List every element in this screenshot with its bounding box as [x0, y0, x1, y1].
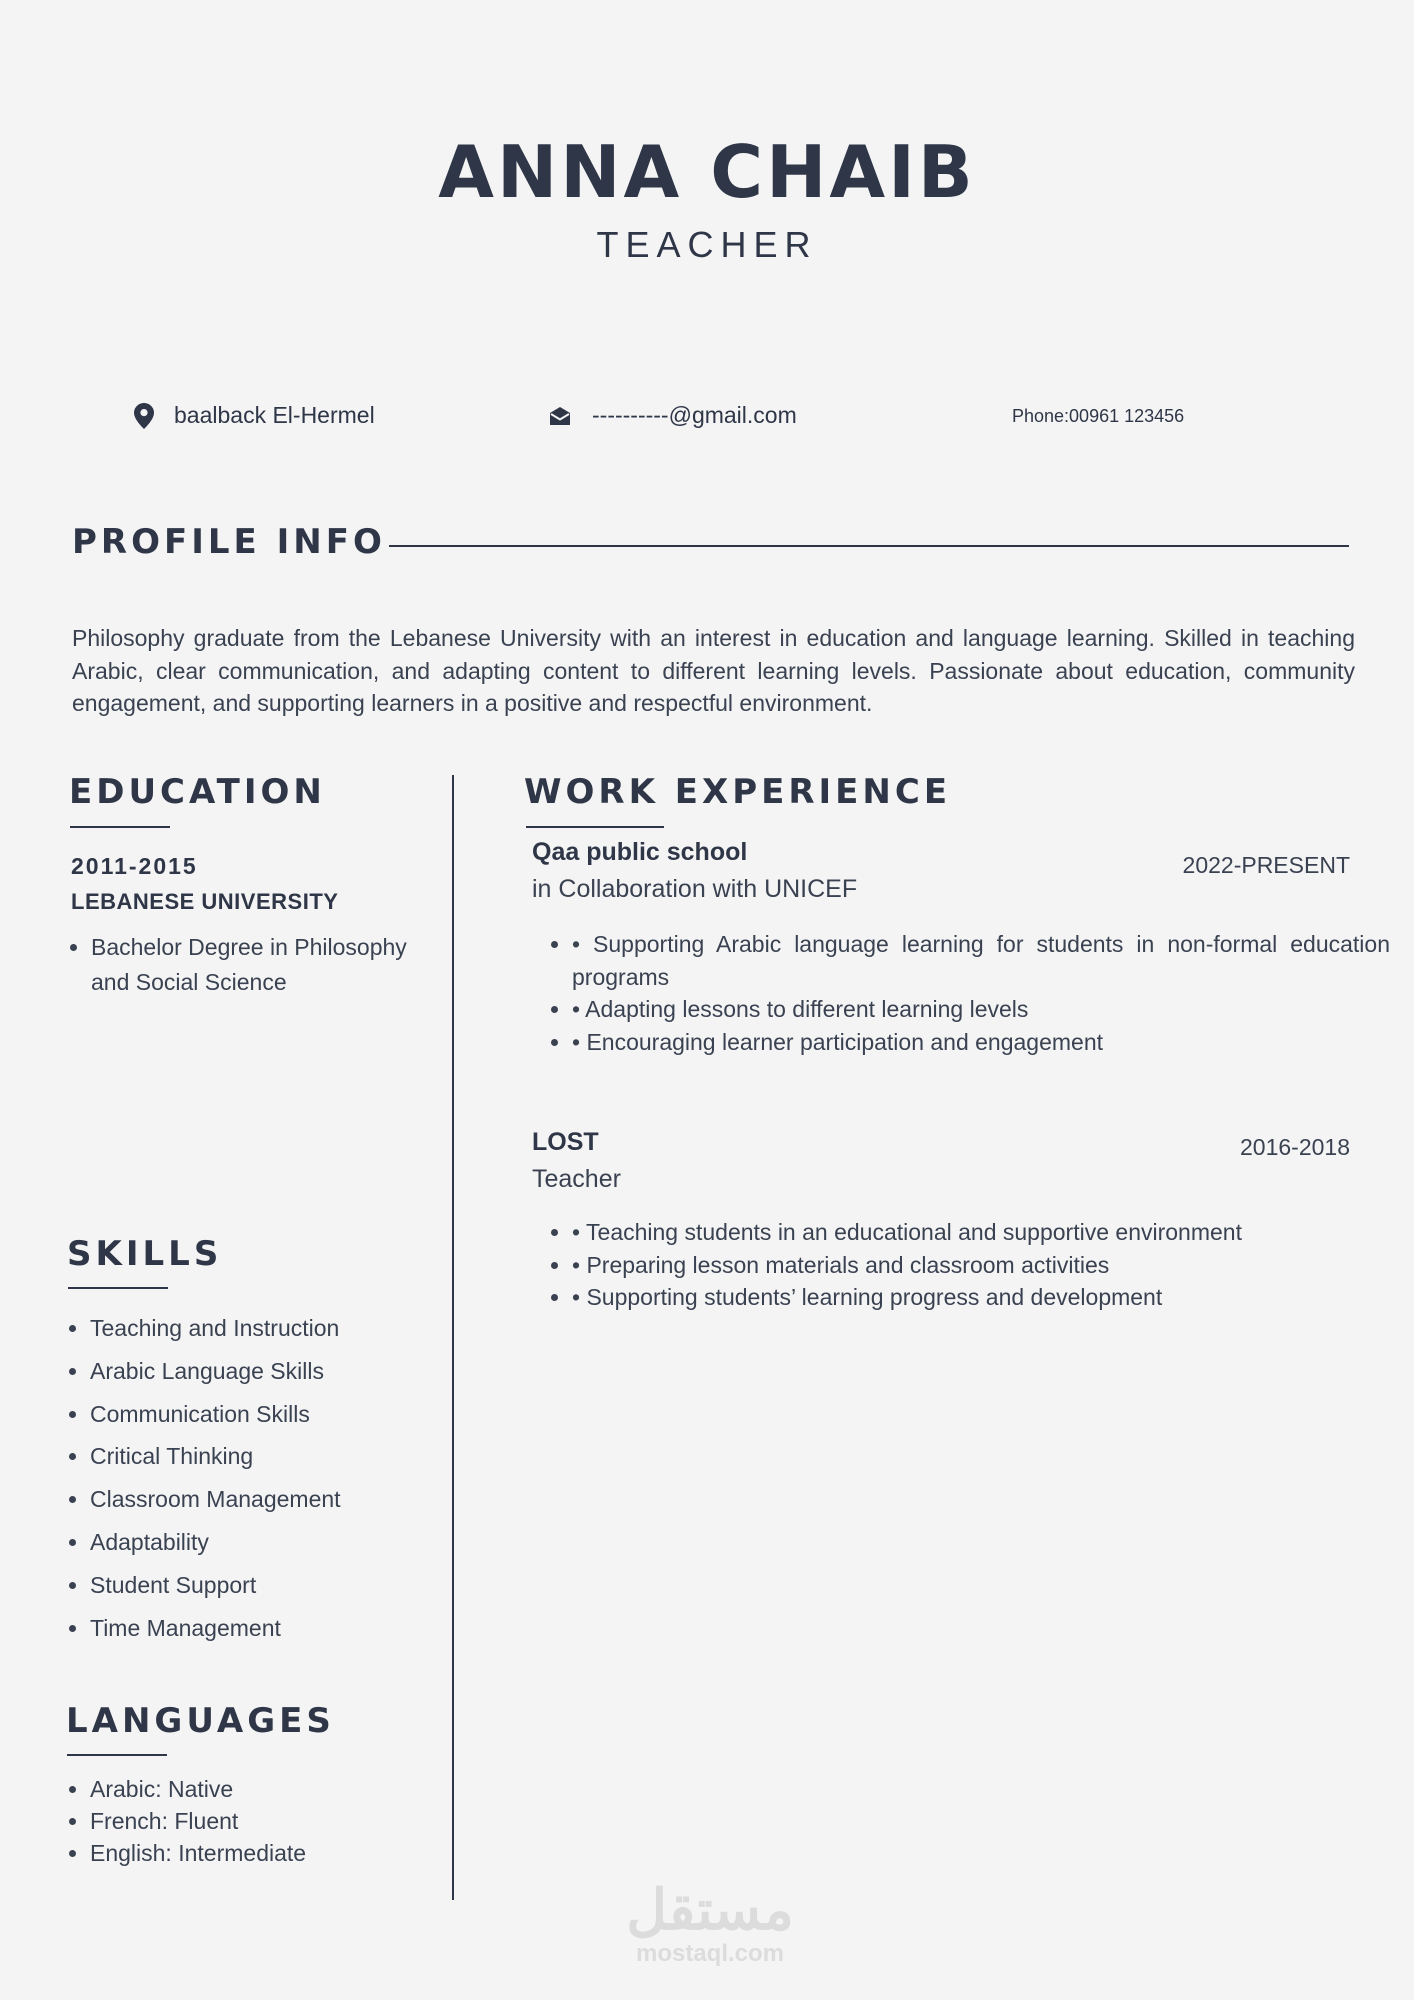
- work-section-title: WORK EXPERIENCE: [524, 772, 952, 812]
- job-role: in Collaboration with UNICEF: [532, 875, 858, 903]
- job-duty-item: • • Supporting students’ learning progress and development: [572, 1281, 1390, 1314]
- watermark: [600, 1880, 820, 1968]
- skill-item: • Communication Skills: [90, 1393, 341, 1436]
- work-underline: [526, 826, 664, 828]
- skill-item: • Arabic Language Skills: [90, 1350, 341, 1393]
- envelope-icon: [548, 406, 572, 426]
- language-item: • English: Intermediate: [90, 1837, 306, 1869]
- watermark-arabic: مستقل: [626, 1878, 794, 1941]
- education-item: • Bachelor Degree in Philosophy and Social Science: [91, 930, 451, 1000]
- skill-item: • Critical Thinking: [90, 1435, 341, 1478]
- language-item: • Arabic: Native: [90, 1773, 306, 1805]
- job-duty-item: • • Adapting lessons to different learning levels: [572, 993, 1390, 1026]
- job-date: 2016-2018: [1240, 1134, 1350, 1160]
- skills-list: [70, 1307, 341, 1649]
- watermark-latin: mostaql.com: [635, 1940, 785, 1967]
- resume-name: ANNA CHAIB: [438, 130, 976, 214]
- resume-job-title: TEACHER: [596, 224, 818, 265]
- languages-underline: [67, 1754, 167, 1756]
- skills-underline: [68, 1287, 168, 1289]
- job-duty-item: • • Teaching students in an educational and supportive environment: [572, 1216, 1390, 1249]
- skills-section-title: SKILLS: [67, 1234, 223, 1274]
- education-underline: [70, 826, 170, 828]
- skill-item: • Adaptability: [90, 1521, 341, 1564]
- job-duties-list: [532, 928, 1390, 1058]
- job-role: Teacher: [532, 1165, 621, 1193]
- profile-text: Philosophy graduate from the Lebanese University with an interest in education and language learning. Skilled in teaching Arabic, clear communication, and adapting content to different learning levels. Passionate about education, community engagement, and supporting learners in a positive and respectful environment.: [72, 625, 1355, 716]
- contact-location-text: baalback El-Hermel: [174, 402, 375, 428]
- job-company: LOST: [532, 1128, 599, 1156]
- contact-location: [134, 402, 375, 429]
- profile-section-title: PROFILE INFO: [72, 522, 386, 562]
- skill-item: • Time Management: [90, 1607, 341, 1650]
- education-years: 2011-2015: [71, 853, 198, 879]
- profile-divider: [389, 545, 1349, 547]
- skill-item: • Teaching and Instruction: [90, 1307, 341, 1350]
- job-company: Qaa public school: [532, 838, 748, 866]
- job-duty-item: • • Supporting Arabic language learning for students in non-formal education programs: [572, 928, 1390, 993]
- contact-email: [548, 402, 797, 429]
- job-duty-item: • • Encouraging learner participation and engagement: [572, 1026, 1390, 1059]
- education-list: [71, 930, 451, 1000]
- language-item: • French: Fluent: [90, 1805, 306, 1837]
- job-duty-item: • • Preparing lesson materials and classroom activities: [572, 1249, 1390, 1282]
- contact-phone: Phone:00961 123456: [1012, 406, 1185, 426]
- education-section-title: EDUCATION: [69, 772, 326, 812]
- contact-email-text[interactable]: ----------@gmail.com: [592, 402, 797, 428]
- languages-list: [70, 1773, 306, 1869]
- job-date: 2022-PRESENT: [1182, 852, 1350, 878]
- job-duties-list: [532, 1216, 1390, 1314]
- skill-item: • Classroom Management: [90, 1478, 341, 1521]
- location-pin-icon: [134, 403, 154, 429]
- education-school: LEBANESE UNIVERSITY: [71, 889, 339, 914]
- languages-section-title: LANGUAGES: [66, 1701, 335, 1741]
- column-divider: [452, 775, 454, 1900]
- skill-item: • Student Support: [90, 1564, 341, 1607]
